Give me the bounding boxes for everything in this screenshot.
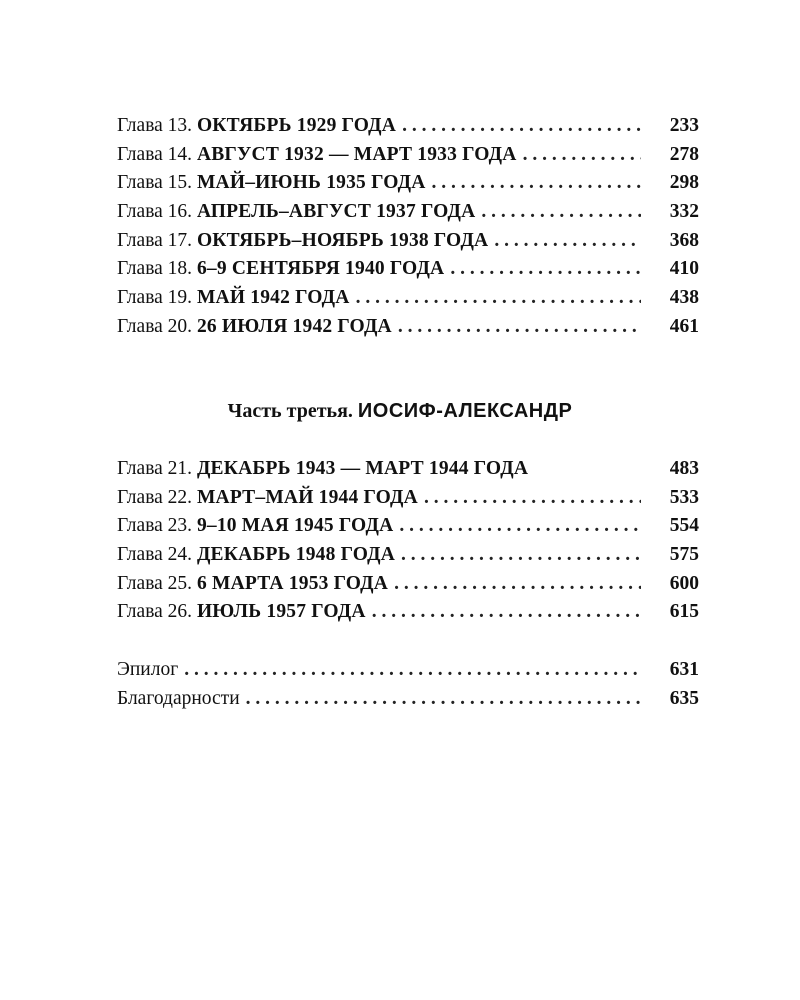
page-number: 575: [669, 544, 699, 566]
toc-section-backmatter: [117, 656, 699, 713]
dot-leader: [399, 512, 641, 541]
chapter-title: ОКТЯБРЬ 1929 ГОДА: [196, 115, 397, 136]
entry-title: Благодарности: [117, 687, 240, 709]
dot-leader: [394, 570, 641, 599]
page-number: 635: [669, 687, 699, 709]
toc-entry[interactable]: [117, 169, 699, 198]
chapter-label: Глава 14.: [117, 143, 193, 165]
toc-entry[interactable]: [117, 313, 699, 342]
page-number: 533: [669, 486, 699, 508]
chapter-title: МАЙ–ИЮНЬ 1935 ГОДА: [196, 172, 426, 194]
toc-entry[interactable]: [117, 112, 699, 141]
toc-entry[interactable]: [117, 598, 699, 627]
chapter-label: Глава 21.: [117, 458, 193, 479]
chapter-title: ОКТЯБРЬ–НОЯБРЬ 1938 ГОДА: [196, 229, 489, 251]
chapter-label: Глава 24.: [117, 544, 193, 566]
chapter-title: ИЮЛЬ 1957 ГОДА: [196, 601, 366, 623]
chapter-label: Глава 25.: [117, 572, 193, 594]
dot-leader: [481, 198, 641, 227]
chapter-label: Глава 17.: [117, 229, 193, 251]
toc-entry[interactable]: [117, 455, 699, 484]
chapter-title: 9–10 МАЯ 1945 ГОДА: [196, 515, 394, 537]
dot-leader: [424, 484, 641, 513]
chapter-title: 26 ИЮЛЯ 1942 ГОДА: [196, 315, 392, 337]
dot-leader: [401, 541, 641, 570]
page-number: 483: [669, 458, 699, 479]
toc-entry[interactable]: [117, 570, 699, 599]
chapter-title: МАЙ 1942 ГОДА: [196, 287, 350, 309]
page-number: 298: [669, 172, 699, 194]
toc-entry-epilogue[interactable]: [117, 656, 699, 685]
toc-entry[interactable]: [117, 227, 699, 256]
chapter-label: Глава 26.: [117, 601, 193, 623]
toc-entry[interactable]: [117, 484, 699, 513]
page-number: 410: [669, 258, 699, 280]
chapter-title: 6 МАРТА 1953 ГОДА: [196, 572, 389, 594]
part-prefix: Часть третья.: [227, 400, 353, 422]
chapter-title: 6–9 СЕНТЯБРЯ 1940 ГОДА: [196, 258, 445, 280]
chapter-title: ДЕКАБРЬ 1948 ГОДА: [196, 544, 396, 566]
page-number: 631: [669, 659, 699, 680]
chapter-label: Глава 18.: [117, 258, 193, 280]
dot-leader: [402, 112, 641, 141]
page-number: 461: [669, 315, 699, 337]
chapter-label: Глава 19.: [117, 287, 193, 309]
chapter-label: Глава 16.: [117, 201, 193, 223]
toc-section-chapters-21-26: [117, 455, 699, 627]
chapter-title: АПРЕЛЬ–АВГУСТ 1937 ГОДА: [196, 201, 476, 223]
page-number: 368: [669, 229, 699, 251]
chapter-label: Глава 15.: [117, 172, 193, 194]
toc-entry[interactable]: [117, 541, 699, 570]
page-number: 233: [669, 115, 699, 136]
chapter-title: МАРТ–МАЙ 1944 ГОДА: [196, 486, 418, 508]
entry-title: Эпилог: [117, 659, 179, 680]
toc-entry[interactable]: [117, 284, 699, 313]
chapter-label: Глава 23.: [117, 515, 193, 537]
chapter-label: Глава 22.: [117, 486, 193, 508]
page-number: 554: [669, 515, 699, 537]
page-number: 615: [669, 601, 699, 623]
dot-leader: [450, 255, 641, 284]
page-number: 600: [669, 572, 699, 594]
dot-leader: [184, 656, 641, 685]
page-number: 332: [669, 201, 699, 223]
toc-entry[interactable]: [117, 512, 699, 541]
dot-leader: [523, 141, 641, 170]
chapter-title: ДЕКАБРЬ 1943 — МАРТ 1944 ГОДА: [196, 458, 529, 479]
chapter-label: Глава 20.: [117, 315, 193, 337]
dot-leader: [246, 685, 641, 714]
page-number: 278: [669, 143, 699, 165]
toc-entry[interactable]: [117, 198, 699, 227]
toc-entry[interactable]: [117, 255, 699, 284]
part-heading[interactable]: [0, 396, 800, 426]
toc-entry[interactable]: [117, 141, 699, 170]
dot-leader: [494, 227, 641, 256]
page-number: 438: [669, 287, 699, 309]
chapter-label: Глава 13.: [117, 115, 193, 136]
part-title: ИОСИФ-АЛЕКСАНДР: [357, 400, 573, 422]
toc-section-chapters-13-20: [117, 112, 699, 342]
dot-leader: [398, 313, 641, 342]
chapter-title: АВГУСТ 1932 — МАРТ 1933 ГОДА: [196, 143, 517, 165]
dot-leader: [356, 284, 641, 313]
dot-leader: [372, 598, 641, 627]
toc-entry-acknowledgements[interactable]: [117, 685, 699, 714]
dot-leader: [432, 169, 642, 198]
